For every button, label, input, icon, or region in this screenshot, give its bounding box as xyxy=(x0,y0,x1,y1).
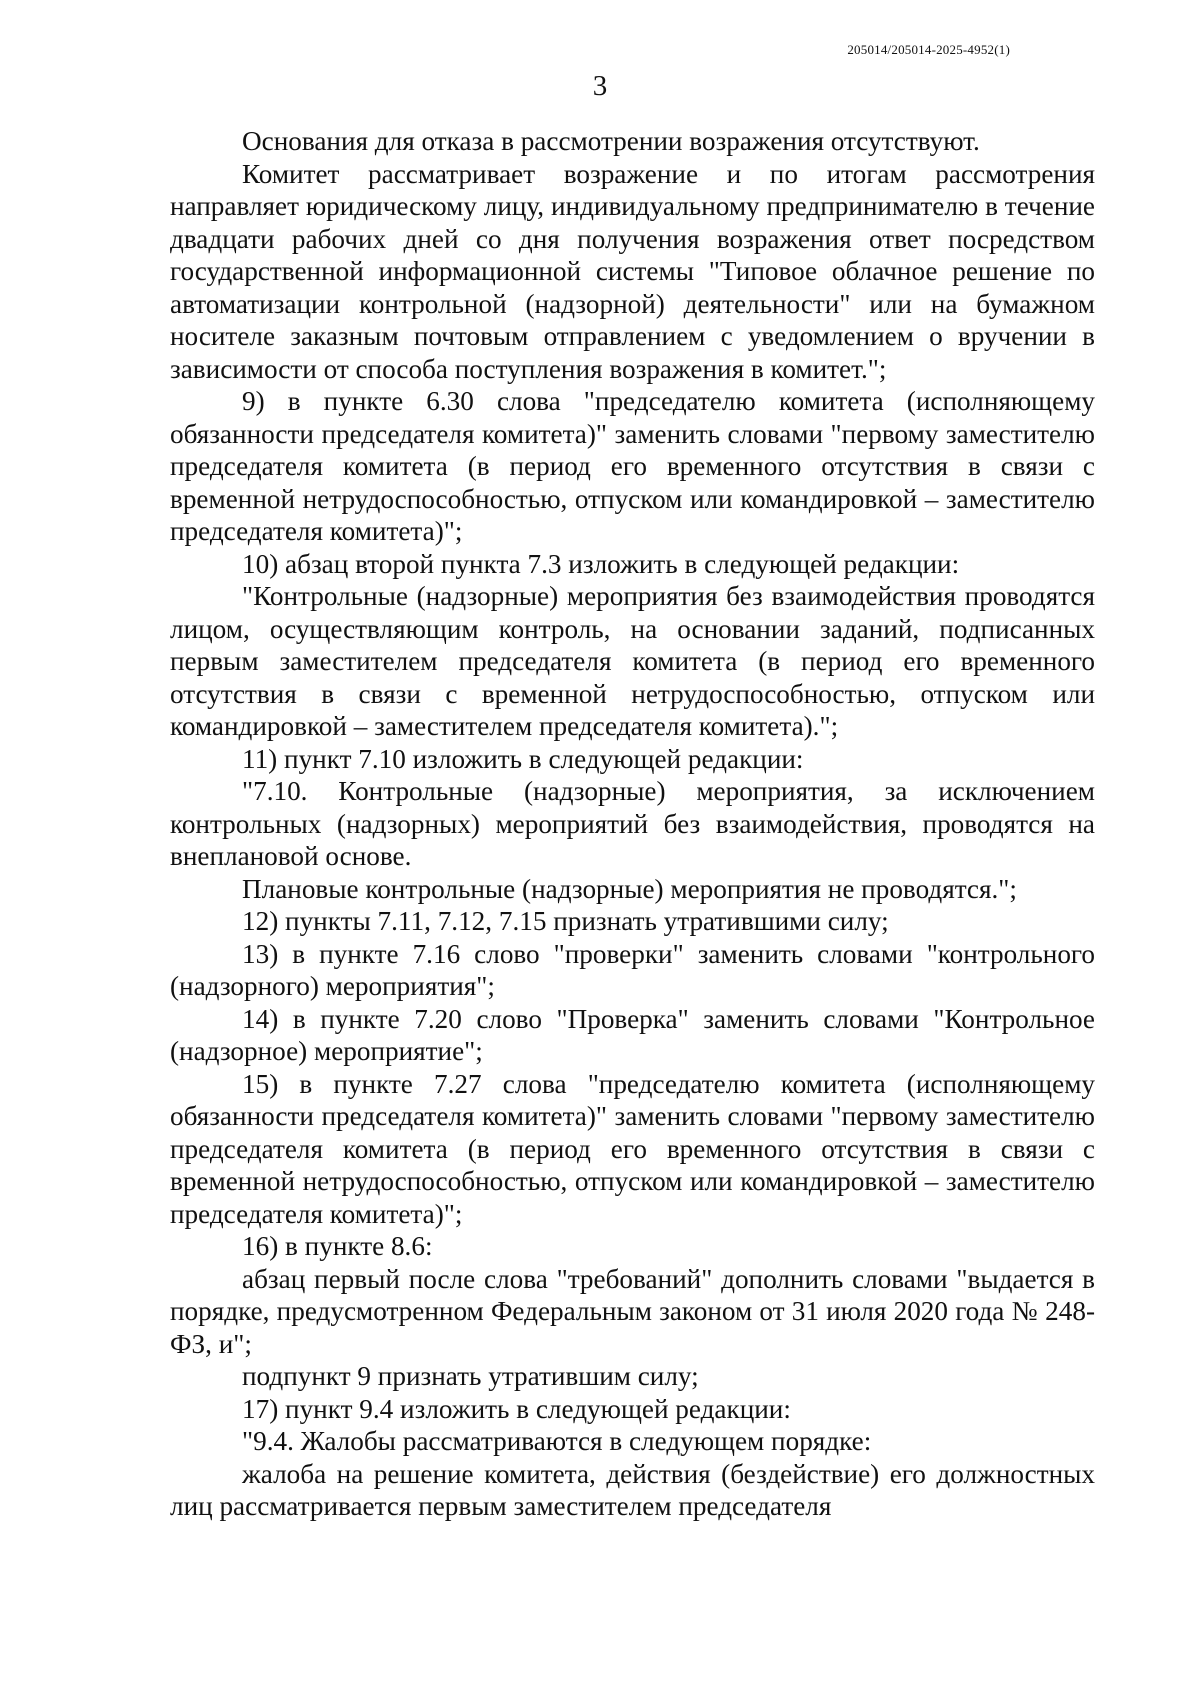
paragraph: "7.10. Контрольные (надзорные) мероприятия, за исключением контрольных (надзорных) мероприятий без взаимодействия, проводятся на внеплановой основе. xyxy=(170,776,1095,871)
paragraph: "9.4. Жалобы рассматриваются в следующем порядке: xyxy=(242,1426,872,1456)
paragraph: 12) пункты 7.11, 7.12, 7.15 признать утратившими силу; xyxy=(242,906,889,936)
paragraph: 15) в пункте 7.27 слова "председателю комитета (исполняющему обязанности председателя комитета)" заменить словами "первому заместителю председателя комитета (в период его временного отсутствия в связи с временной нетрудоспособностью, отпуском или командировкой – заместителю председателя комитета)"; xyxy=(170,1068,1095,1229)
document-body xyxy=(170,125,1095,1523)
paragraph: 14) в пункте 7.20 слово "Проверка" заменить словами "Контрольное (надзорное) мероприятие"; xyxy=(170,1003,1095,1066)
paragraph: 16) в пункте 8.6: xyxy=(242,1231,433,1261)
paragraph: 9) в пункте 6.30 слова "председателю комитета (исполняющему обязанности председателя комитета)" заменить словами "первому заместителю председателя комитета (в период его временного отсутствия в связи с временной нетрудоспособностью, отпуском или командировкой – заместителю председателя комитета)"; xyxy=(170,386,1095,546)
document-id: 205014/205014-2025-4952(1) xyxy=(847,42,1010,57)
page-number: 3 xyxy=(592,70,608,102)
paragraph: 17) пункт 9.4 изложить в следующей редакции: xyxy=(242,1393,791,1424)
paragraph: жалоба на решение комитета, действия (бездействие) его должностных лиц рассматривается первым заместителем председателя xyxy=(170,1458,1095,1521)
paragraph: 10) абзац второй пункта 7.3 изложить в следующей редакции: xyxy=(242,548,960,579)
paragraph: Плановые контрольные (надзорные) мероприятия не проводятся."; xyxy=(242,873,1017,904)
paragraph: 13) в пункте 7.16 слово "проверки" заменить словами "контрольного (надзорного) мероприятия"; xyxy=(170,938,1095,1001)
paragraph: 11) пункт 7.10 изложить в следующей редакции: xyxy=(242,743,804,774)
paragraph: подпункт 9 признать утратившим силу; xyxy=(242,1361,699,1391)
paragraph: Комитет рассматривает возражение и по итогам рассмотрения направляет юридическому лицу, индивидуальному предпринимателю в течение двадцати рабочих дней со дня получения возражения ответ посредством государственной информационной системы "Типовое облачное решение по автоматизации контрольной (надзорной) деятельности" или на бумажном носителе заказным почтовым отправлением с уведомлением о вручении в зависимости от способа поступления возражения в комитет."; xyxy=(170,158,1095,384)
paragraph: "Контрольные (надзорные) мероприятия без взаимодействия проводятся лицом, осуществляющим контроль, на основании заданий, подписанных первым заместителем председателя комитета (в период его временного отсутствия в связи с временной нетрудоспособностью, отпуском или командировкой – заместителем председателя комитета)."; xyxy=(170,581,1095,741)
paragraph: абзац первый после слова "требований" дополнить словами "выдается в порядке, предусмотренном Федеральным законом от 31 июля 2020 года № 248-ФЗ, и"; xyxy=(170,1263,1095,1359)
paragraph: Основания для отказа в рассмотрении возражения отсутствуют. xyxy=(242,126,980,156)
